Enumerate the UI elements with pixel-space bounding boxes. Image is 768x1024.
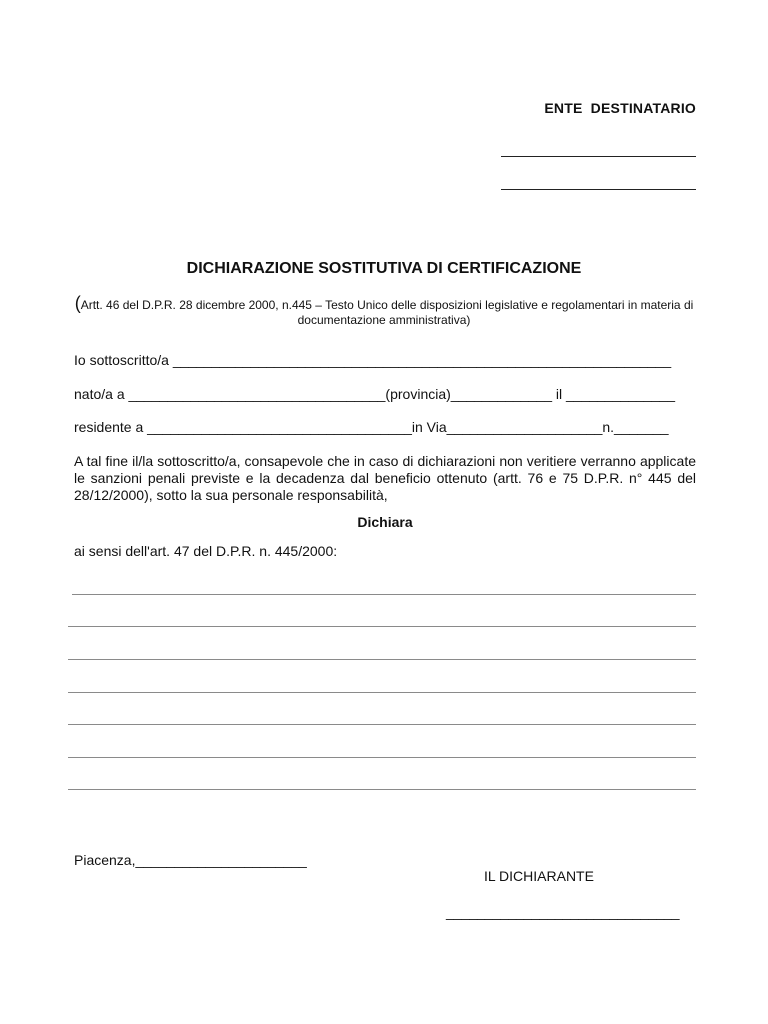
declaration-line-7[interactable] <box>68 789 696 790</box>
declaration-heading: Dichiara <box>357 514 413 530</box>
place-date-field[interactable]: Piacenza,______________________ <box>74 852 307 868</box>
declaration-line-3[interactable] <box>68 659 696 660</box>
subtitle-text: Artt. 46 del D.P.R. 28 dicembre 2000, n.445 – Testo Unico delle disposizioni legislative e regolamentari in materia di documentazione amministrativa) <box>80 298 694 327</box>
document-subtitle <box>74 293 694 328</box>
legal-reference: ai sensi dell'art. 47 del D.P.R. n. 445/2000: <box>74 543 338 559</box>
recipient-line-2 <box>501 189 696 190</box>
declaration-line-5[interactable] <box>68 724 696 725</box>
declaration-paragraph: A tal fine il/la sottoscritto/a, consapevole che in caso di dichiarazioni non veritiere verranno applicate le sanzioni penali previste e la decadenza dal beneficio ottenuto (artt. 76 e 75 D.P.R. n° 445 del 28/12/2000), sotto la sua personale responsabilità, <box>74 453 696 503</box>
signer-label: IL DICHIARANTE <box>484 868 594 884</box>
declaration-line-4[interactable] <box>68 692 696 693</box>
declaration-line-6[interactable] <box>68 757 696 758</box>
residence-field[interactable]: residente a __________________________________in Via____________________n._______ <box>74 419 669 435</box>
declaration-line-1[interactable] <box>72 594 696 595</box>
signature-line[interactable]: ______________________________ <box>446 904 680 920</box>
recipient-label: ENTE DESTINATARIO <box>544 100 696 116</box>
document-title: DICHIARAZIONE SOSTITUTIVA DI CERTIFICAZIONE <box>186 260 582 277</box>
subtitle-open-paren: ( <box>74 293 81 313</box>
declaration-line-2[interactable] <box>68 626 696 627</box>
undersigned-field[interactable]: Io sottoscritto/a ________________________________________________________________ <box>74 352 672 368</box>
birthplace-field[interactable]: nato/a a _________________________________(provincia)_____________ il ______________ <box>74 386 676 402</box>
recipient-line-1 <box>501 156 696 157</box>
